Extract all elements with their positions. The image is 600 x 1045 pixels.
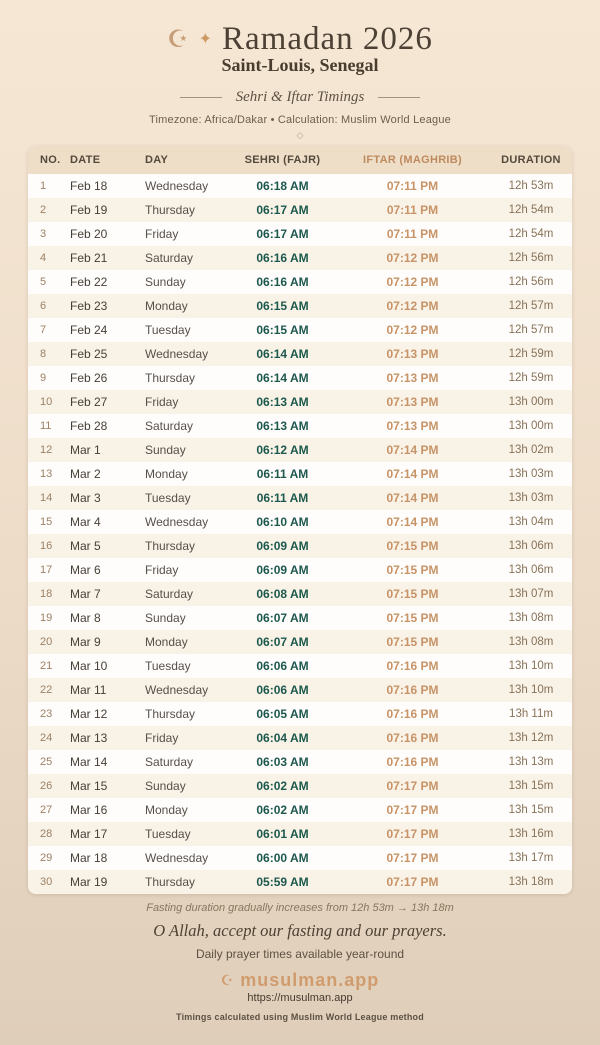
brand-crescent-icon: ☪ bbox=[220, 971, 234, 988]
sehri-time-cell: 06:16 AM bbox=[256, 274, 309, 289]
row-number-cell: 5 bbox=[40, 275, 47, 288]
day-cell: Saturday bbox=[145, 418, 194, 433]
duration-cell: 13h 11m bbox=[509, 707, 553, 720]
sehri-time-cell: 05:59 AM bbox=[256, 874, 309, 889]
iftar-time-cell: 07:14 PM bbox=[386, 466, 439, 481]
table-row bbox=[28, 630, 572, 654]
day-cell: Monday bbox=[145, 634, 188, 649]
calculation-method-note: Timings calculated using Muslim World League method bbox=[176, 1011, 424, 1022]
day-cell: Wednesday bbox=[145, 514, 209, 529]
row-number-cell: 2 bbox=[40, 203, 47, 216]
date-cell: Mar 5 bbox=[70, 538, 101, 553]
iftar-time-cell: 07:15 PM bbox=[386, 586, 439, 601]
divider-line-left bbox=[180, 97, 222, 98]
date-cell: Mar 2 bbox=[70, 466, 101, 481]
table-row bbox=[28, 174, 572, 198]
row-number-cell: 29 bbox=[40, 851, 53, 864]
brand-line bbox=[0, 971, 600, 989]
duration-note: Fasting duration gradually increases from 12h 53m → 13h 18m bbox=[146, 901, 454, 914]
column-header-no: NO. bbox=[40, 153, 61, 166]
date-cell: Feb 27 bbox=[70, 394, 108, 409]
row-number-cell: 25 bbox=[40, 755, 53, 768]
day-cell: Wednesday bbox=[145, 682, 209, 697]
sehri-time-cell: 06:09 AM bbox=[256, 562, 309, 577]
day-cell: Saturday bbox=[145, 586, 194, 601]
row-number-cell: 22 bbox=[40, 683, 53, 696]
duration-cell: 13h 07m bbox=[508, 587, 554, 600]
row-number-cell: 16 bbox=[40, 539, 53, 552]
sehri-time-cell: 06:07 AM bbox=[256, 610, 309, 625]
table-row bbox=[28, 366, 572, 390]
table-row bbox=[28, 606, 572, 630]
iftar-time-cell: 07:15 PM bbox=[386, 538, 439, 553]
iftar-time-cell: 07:13 PM bbox=[386, 418, 439, 433]
sehri-time-cell: 06:02 AM bbox=[256, 802, 309, 817]
sehri-time-cell: 06:15 AM bbox=[256, 322, 309, 337]
row-number-cell: 19 bbox=[40, 611, 53, 624]
location-subtitle: Saint-Louis, Senegal bbox=[221, 55, 379, 75]
iftar-time-cell: 07:16 PM bbox=[386, 706, 439, 721]
iftar-time-cell: 07:16 PM bbox=[386, 754, 439, 769]
iftar-time-cell: 07:14 PM bbox=[386, 514, 439, 529]
iftar-time-cell: 07:11 PM bbox=[386, 226, 439, 241]
date-cell: Mar 4 bbox=[70, 514, 101, 529]
day-cell: Monday bbox=[145, 466, 188, 481]
table-row bbox=[28, 870, 572, 894]
duration-cell: 13h 04m bbox=[508, 515, 554, 528]
duration-cell: 13h 03m bbox=[508, 467, 554, 480]
column-header-duration: DURATION bbox=[501, 153, 561, 166]
date-cell: Feb 21 bbox=[70, 250, 108, 265]
sehri-time-cell: 06:07 AM bbox=[256, 634, 309, 649]
day-cell: Saturday bbox=[145, 250, 194, 265]
star-and-crescent-icon: ☪ bbox=[167, 25, 189, 53]
row-number-cell: 26 bbox=[40, 779, 53, 792]
duration-cell: 12h 53m bbox=[508, 179, 554, 192]
sehri-time-cell: 06:00 AM bbox=[256, 850, 309, 865]
row-number-cell: 12 bbox=[40, 443, 53, 456]
column-header-day: DAY bbox=[145, 153, 169, 166]
day-cell: Friday bbox=[145, 562, 179, 577]
diamond-ornament-icon: ◇ bbox=[296, 129, 304, 140]
iftar-time-cell: 07:13 PM bbox=[386, 346, 439, 361]
header bbox=[0, 0, 600, 140]
day-cell: Friday bbox=[145, 730, 179, 745]
duration-cell: 13h 03m bbox=[508, 491, 554, 504]
sehri-time-cell: 06:01 AM bbox=[256, 826, 309, 841]
day-cell: Thursday bbox=[145, 202, 196, 217]
iftar-time-cell: 07:12 PM bbox=[386, 298, 439, 313]
row-number-cell: 8 bbox=[40, 347, 47, 360]
table-row bbox=[28, 486, 572, 510]
date-cell: Feb 18 bbox=[70, 178, 108, 193]
table-row bbox=[28, 270, 572, 294]
table-row bbox=[28, 462, 572, 486]
row-number-cell: 17 bbox=[40, 563, 53, 576]
table-row bbox=[28, 222, 572, 246]
sehri-time-cell: 06:11 AM bbox=[256, 466, 309, 481]
iftar-time-cell: 07:16 PM bbox=[386, 682, 439, 697]
row-number-cell: 24 bbox=[40, 731, 53, 744]
iftar-time-cell: 07:11 PM bbox=[386, 178, 439, 193]
iftar-time-cell: 07:17 PM bbox=[386, 850, 439, 865]
availability-text: Daily prayer times available year-round bbox=[195, 946, 405, 961]
day-cell: Thursday bbox=[145, 370, 196, 385]
table-row bbox=[28, 318, 572, 342]
table-row bbox=[28, 726, 572, 750]
table-row bbox=[28, 510, 572, 534]
sehri-time-cell: 06:03 AM bbox=[256, 754, 309, 769]
row-number-cell: 3 bbox=[40, 227, 47, 240]
row-number-cell: 13 bbox=[40, 467, 53, 480]
date-cell: Mar 7 bbox=[70, 586, 101, 601]
duration-cell: 13h 06m bbox=[508, 539, 554, 552]
table-row bbox=[28, 654, 572, 678]
date-cell: Feb 19 bbox=[70, 202, 108, 217]
day-cell: Sunday bbox=[145, 442, 186, 457]
day-cell: Wednesday bbox=[145, 850, 209, 865]
row-number-cell: 9 bbox=[40, 371, 47, 384]
sehri-time-cell: 06:13 AM bbox=[256, 394, 309, 409]
sehri-time-cell: 06:11 AM bbox=[256, 490, 309, 505]
table-row bbox=[28, 534, 572, 558]
date-cell: Feb 22 bbox=[70, 274, 108, 289]
iftar-time-cell: 07:13 PM bbox=[386, 370, 439, 385]
date-cell: Feb 25 bbox=[70, 346, 108, 361]
table-row bbox=[28, 822, 572, 846]
section-divider bbox=[0, 89, 600, 106]
table-row bbox=[28, 246, 572, 270]
date-cell: Feb 28 bbox=[70, 418, 108, 433]
row-number-cell: 20 bbox=[40, 635, 53, 648]
column-header-iftar: IFTAR (MAGHRIB) bbox=[363, 153, 462, 166]
table-header-row bbox=[28, 146, 572, 174]
brand-name: musulman.app bbox=[240, 969, 380, 990]
sehri-time-cell: 06:12 AM bbox=[256, 442, 309, 457]
iftar-time-cell: 07:17 PM bbox=[386, 826, 439, 841]
sehri-time-cell: 06:06 AM bbox=[256, 658, 309, 673]
row-number-cell: 10 bbox=[40, 395, 53, 408]
duration-cell: 13h 00m bbox=[508, 419, 554, 432]
date-cell: Mar 17 bbox=[70, 826, 108, 841]
date-cell: Feb 23 bbox=[70, 298, 108, 313]
day-cell: Friday bbox=[145, 226, 179, 241]
sehri-time-cell: 06:06 AM bbox=[256, 682, 309, 697]
row-number-cell: 23 bbox=[40, 707, 53, 720]
sehri-time-cell: 06:14 AM bbox=[256, 346, 309, 361]
day-cell: Sunday bbox=[145, 274, 186, 289]
table-row bbox=[28, 798, 572, 822]
duration-cell: 13h 08m bbox=[508, 635, 554, 648]
sehri-time-cell: 06:17 AM bbox=[256, 202, 309, 217]
row-number-cell: 1 bbox=[40, 179, 47, 192]
date-cell: Feb 24 bbox=[70, 322, 108, 337]
table-row bbox=[28, 198, 572, 222]
row-number-cell: 4 bbox=[40, 251, 47, 264]
row-number-cell: 30 bbox=[40, 875, 53, 888]
date-cell: Mar 6 bbox=[70, 562, 101, 577]
iftar-time-cell: 07:16 PM bbox=[386, 730, 439, 745]
iftar-time-cell: 07:15 PM bbox=[386, 634, 439, 649]
duration-cell: 13h 13m bbox=[508, 755, 554, 768]
duration-cell: 12h 59m bbox=[508, 347, 554, 360]
date-cell: Mar 8 bbox=[70, 610, 101, 625]
sehri-time-cell: 06:08 AM bbox=[256, 586, 309, 601]
date-cell: Mar 1 bbox=[70, 442, 101, 457]
row-number-cell: 18 bbox=[40, 587, 53, 600]
duration-cell: 12h 54m bbox=[508, 227, 554, 240]
duration-cell: 12h 56m bbox=[508, 251, 554, 264]
day-cell: Tuesday bbox=[145, 658, 191, 673]
sehri-time-cell: 06:09 AM bbox=[256, 538, 309, 553]
iftar-time-cell: 07:17 PM bbox=[386, 874, 439, 889]
row-number-cell: 28 bbox=[40, 827, 53, 840]
iftar-time-cell: 07:11 PM bbox=[386, 202, 439, 217]
duration-cell: 13h 06m bbox=[508, 563, 554, 576]
table-row bbox=[28, 414, 572, 438]
duration-cell: 13h 17m bbox=[508, 851, 554, 864]
day-cell: Wednesday bbox=[145, 178, 209, 193]
duration-cell: 12h 56m bbox=[508, 275, 554, 288]
timings-subtitle: Sehri & Iftar Timings bbox=[235, 88, 365, 105]
footer bbox=[0, 902, 600, 1022]
date-cell: Mar 13 bbox=[70, 730, 108, 745]
day-cell: Sunday bbox=[145, 778, 186, 793]
sehri-time-cell: 06:15 AM bbox=[256, 298, 309, 313]
iftar-time-cell: 07:17 PM bbox=[386, 802, 439, 817]
iftar-time-cell: 07:16 PM bbox=[386, 658, 439, 673]
sehri-time-cell: 06:14 AM bbox=[256, 370, 309, 385]
iftar-time-cell: 07:17 PM bbox=[386, 778, 439, 793]
table-row bbox=[28, 342, 572, 366]
date-cell: Mar 18 bbox=[70, 850, 108, 865]
row-number-cell: 11 bbox=[40, 419, 52, 432]
table-row bbox=[28, 774, 572, 798]
day-cell: Thursday bbox=[145, 538, 196, 553]
date-cell: Feb 26 bbox=[70, 370, 108, 385]
iftar-time-cell: 07:14 PM bbox=[386, 442, 439, 457]
website-url: https://musulman.app bbox=[247, 991, 353, 1004]
row-number-cell: 15 bbox=[40, 515, 53, 528]
sehri-time-cell: 06:17 AM bbox=[256, 226, 309, 241]
table-row bbox=[28, 438, 572, 462]
date-cell: Mar 3 bbox=[70, 490, 101, 505]
duration-cell: 12h 57m bbox=[508, 299, 554, 312]
day-cell: Tuesday bbox=[145, 322, 191, 337]
day-cell: Tuesday bbox=[145, 490, 191, 505]
duration-cell: 13h 18m bbox=[508, 875, 554, 888]
dua-text: O Allah, accept our fasting and our prayers. bbox=[153, 920, 447, 940]
day-cell: Saturday bbox=[145, 754, 194, 769]
timezone-calculation-meta: Timezone: Africa/Dakar • Calculation: Muslim World League bbox=[149, 113, 451, 126]
duration-cell: 13h 12m bbox=[508, 731, 554, 744]
sehri-time-cell: 06:13 AM bbox=[256, 418, 309, 433]
iftar-time-cell: 07:13 PM bbox=[386, 394, 439, 409]
sehri-time-cell: 06:02 AM bbox=[256, 778, 309, 793]
table-row bbox=[28, 294, 572, 318]
date-cell: Mar 14 bbox=[70, 754, 108, 769]
timings-table bbox=[28, 146, 572, 894]
table-row bbox=[28, 582, 572, 606]
date-cell: Mar 10 bbox=[70, 658, 108, 673]
duration-cell: 13h 15m bbox=[508, 779, 554, 792]
table-row bbox=[28, 390, 572, 414]
table-row bbox=[28, 558, 572, 582]
iftar-time-cell: 07:15 PM bbox=[386, 562, 439, 577]
iftar-time-cell: 07:14 PM bbox=[386, 490, 439, 505]
day-cell: Wednesday bbox=[145, 346, 209, 361]
day-cell: Sunday bbox=[145, 610, 186, 625]
iftar-time-cell: 07:15 PM bbox=[386, 610, 439, 625]
page-title: Ramadan 2026 bbox=[222, 21, 433, 57]
row-number-cell: 21 bbox=[40, 659, 53, 672]
sehri-time-cell: 06:10 AM bbox=[256, 514, 309, 529]
duration-cell: 12h 57m bbox=[508, 323, 554, 336]
row-number-cell: 6 bbox=[40, 299, 47, 312]
table-row bbox=[28, 678, 572, 702]
iftar-time-cell: 07:12 PM bbox=[386, 274, 439, 289]
day-cell: Thursday bbox=[145, 874, 196, 889]
duration-cell: 13h 00m bbox=[508, 395, 554, 408]
divider-line-right bbox=[378, 97, 420, 98]
duration-cell: 13h 02m bbox=[508, 443, 554, 456]
sparkle-star-icon: ✦ bbox=[198, 30, 213, 48]
date-cell: Mar 9 bbox=[70, 634, 101, 649]
iftar-time-cell: 07:12 PM bbox=[386, 250, 439, 265]
sehri-time-cell: 06:16 AM bbox=[256, 250, 309, 265]
title-line bbox=[0, 23, 600, 56]
date-cell: Mar 15 bbox=[70, 778, 108, 793]
duration-cell: 12h 59m bbox=[508, 371, 554, 384]
iftar-time-cell: 07:12 PM bbox=[386, 322, 439, 337]
duration-cell: 13h 16m bbox=[508, 827, 554, 840]
column-header-date: DATE bbox=[70, 153, 101, 166]
date-cell: Mar 16 bbox=[70, 802, 108, 817]
duration-cell: 13h 08m bbox=[508, 611, 554, 624]
table-row bbox=[28, 702, 572, 726]
table-row bbox=[28, 846, 572, 870]
date-cell: Mar 11 bbox=[70, 682, 107, 697]
duration-cell: 13h 15m bbox=[508, 803, 554, 816]
row-number-cell: 14 bbox=[40, 491, 53, 504]
sehri-time-cell: 06:18 AM bbox=[256, 178, 309, 193]
table-body bbox=[28, 174, 572, 894]
date-cell: Mar 19 bbox=[70, 874, 108, 889]
day-cell: Friday bbox=[145, 394, 179, 409]
column-header-sehri: SEHRI (FAJR) bbox=[244, 153, 321, 166]
row-number-cell: 7 bbox=[40, 323, 47, 336]
duration-cell: 12h 54m bbox=[508, 203, 554, 216]
day-cell: Monday bbox=[145, 298, 188, 313]
date-cell: Mar 12 bbox=[70, 706, 108, 721]
sehri-time-cell: 06:05 AM bbox=[256, 706, 309, 721]
date-cell: Feb 20 bbox=[70, 226, 108, 241]
duration-cell: 13h 10m bbox=[508, 659, 554, 672]
row-number-cell: 27 bbox=[40, 803, 53, 816]
day-cell: Monday bbox=[145, 802, 188, 817]
day-cell: Thursday bbox=[145, 706, 196, 721]
day-cell: Tuesday bbox=[145, 826, 191, 841]
duration-cell: 13h 10m bbox=[508, 683, 554, 696]
table-row bbox=[28, 750, 572, 774]
sehri-time-cell: 06:04 AM bbox=[256, 730, 309, 745]
